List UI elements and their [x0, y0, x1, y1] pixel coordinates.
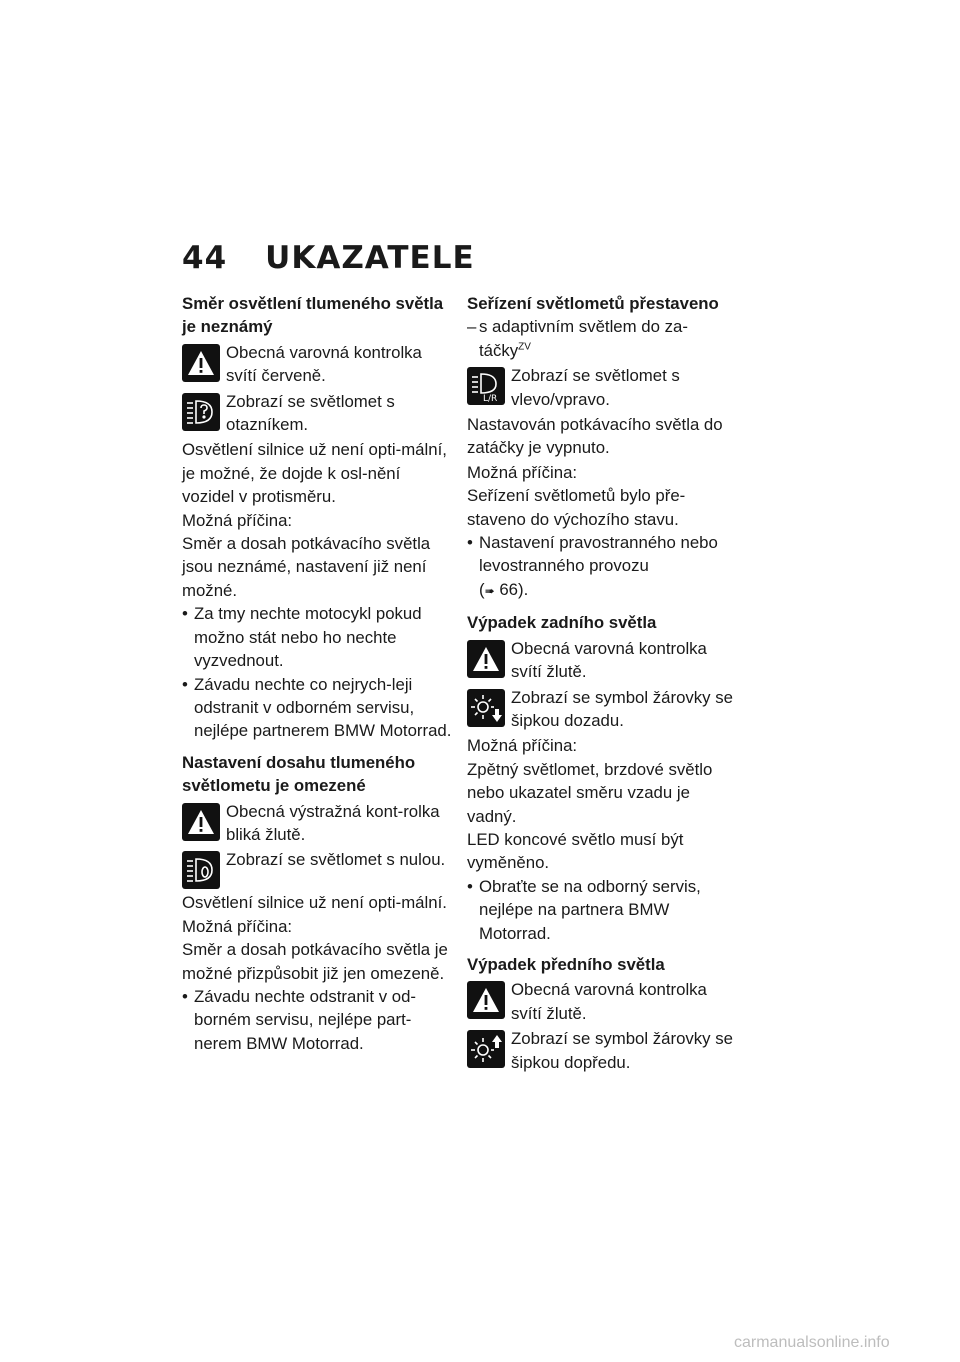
indicator-text: Obecná varovná kontrolka svítí žlutě.	[511, 980, 707, 1023]
dash-list	[467, 315, 737, 362]
list-item-text: s adaptivním světlem do za-táčky	[479, 317, 688, 360]
warning-triangle-icon	[182, 344, 220, 382]
page-title: UKAZATELE	[265, 240, 475, 276]
list-item: • Obraťte se na odborný servis, nejlépe na partnera BMW Motorrad.	[467, 875, 737, 945]
left-column	[182, 292, 452, 1055]
paragraph: Možná příčina:	[182, 510, 293, 530]
bullet-list	[182, 985, 452, 1055]
list-item-text: Nastavení pravostranného nebo levostranného provozu	[479, 533, 718, 576]
indicator-row	[182, 848, 452, 889]
bullet-list	[467, 875, 737, 945]
indicator-row	[467, 364, 737, 411]
page-number: 44	[182, 240, 228, 276]
section-title: Směr osvětlení tlumeného světla je neznámý	[182, 294, 444, 337]
paragraph: Zpětný světlomet, brzdové světlo nebo ukazatel směru vzadu je vadný.	[467, 759, 713, 826]
svg-text:L/R: L/R	[483, 394, 498, 404]
indicator-row	[467, 1027, 737, 1074]
page-ref-open: (	[479, 579, 485, 599]
indicator-text: Zobrazí se světlomet s otazníkem.	[226, 391, 395, 435]
indicator-row	[467, 978, 737, 1025]
bullet-list	[182, 602, 452, 742]
section-title: Výpadek zadního světla	[467, 613, 657, 633]
superscript: ZV	[518, 341, 531, 353]
paragraph: Seřízení světlometů bylo pře-staveno do výchozího stavu.	[467, 486, 686, 529]
list-item: • Závadu nechte co nejrych-leji odstranit v odborném servisu, nejlépe partnerem BMW Motorrad.	[182, 673, 452, 743]
right-column	[467, 292, 737, 1076]
indicator-row	[467, 686, 737, 733]
section-title: Seřízení světlometů přestaveno	[467, 294, 719, 313]
headlight-question-icon	[182, 393, 220, 431]
indicator-row	[467, 637, 737, 684]
indicator-text: Zobrazí se světlomet s nulou.	[226, 850, 446, 870]
warning-triangle-icon	[182, 803, 220, 841]
headlight-left-right-icon	[467, 367, 505, 405]
page-ref: 66).	[494, 579, 529, 599]
warning-triangle-icon	[467, 640, 505, 678]
indicator-text: Obecná výstražná kont-rolka bliká žlutě.	[226, 801, 440, 844]
indicator-text: Zobrazí se světlomet s vlevo/vpravo.	[511, 366, 680, 409]
indicator-text: Zobrazí se symbol žárovky se šipkou dozadu.	[511, 687, 733, 730]
indicator-row	[182, 341, 452, 388]
warning-triangle-icon	[467, 981, 505, 1019]
list-item: • Za tmy nechte motocykl pokud možno stát nebo ho nechte vyzvednout.	[182, 602, 452, 672]
indicator-row	[182, 800, 452, 847]
section-title: Nastavení dosahu tlumeného světlometu je omezené	[182, 752, 416, 796]
page-header	[182, 240, 475, 276]
page-ref-arrow-icon: ➠	[484, 583, 495, 598]
indicator-text: Obecná varovná kontrolka svítí žlutě.	[511, 638, 707, 682]
paragraph: Možná příčina:	[182, 916, 293, 936]
list-item	[467, 315, 737, 362]
list-item	[467, 531, 737, 603]
indicator-row	[182, 390, 452, 437]
paragraph: Osvětlení silnice už není opti-mální.	[182, 893, 447, 913]
bulb-arrow-forward-icon	[467, 1030, 505, 1068]
bulb-arrow-back-icon	[467, 689, 505, 727]
watermark: carmanualsonline.info	[734, 1334, 890, 1351]
paragraph: Směr a dosah potkávacího světla jsou neznámé, nastavení již není možné.	[182, 534, 431, 600]
paragraph: LED koncové světlo musí být vyměněno.	[467, 829, 684, 873]
indicator-text: Obecná varovná kontrolka svítí červeně.	[226, 342, 422, 386]
section-title: Výpadek předního světla	[467, 954, 665, 974]
paragraph: Nastavován potkávacího světla do zatáčky je vypnuto.	[467, 415, 723, 458]
paragraph: Osvětlení silnice už není opti-mální, je možné, že dojde k osl-nění vozidel v protisměru.	[182, 440, 447, 507]
paragraph: Možná příčina:	[467, 736, 578, 756]
indicator-text: Zobrazí se symbol žárovky se šipkou dopředu.	[511, 1029, 733, 1072]
paragraph: Směr a dosah potkávacího světla je možné přizpůsobit již jen omezeně.	[182, 940, 448, 983]
list-item: • Závadu nechte odstranit v od-borném servisu, nejlépe part-nerem BMW Motorrad.	[182, 985, 452, 1055]
headlight-zero-icon	[182, 851, 220, 889]
bullet-list	[467, 531, 737, 603]
paragraph: Možná příčina:	[467, 462, 578, 482]
